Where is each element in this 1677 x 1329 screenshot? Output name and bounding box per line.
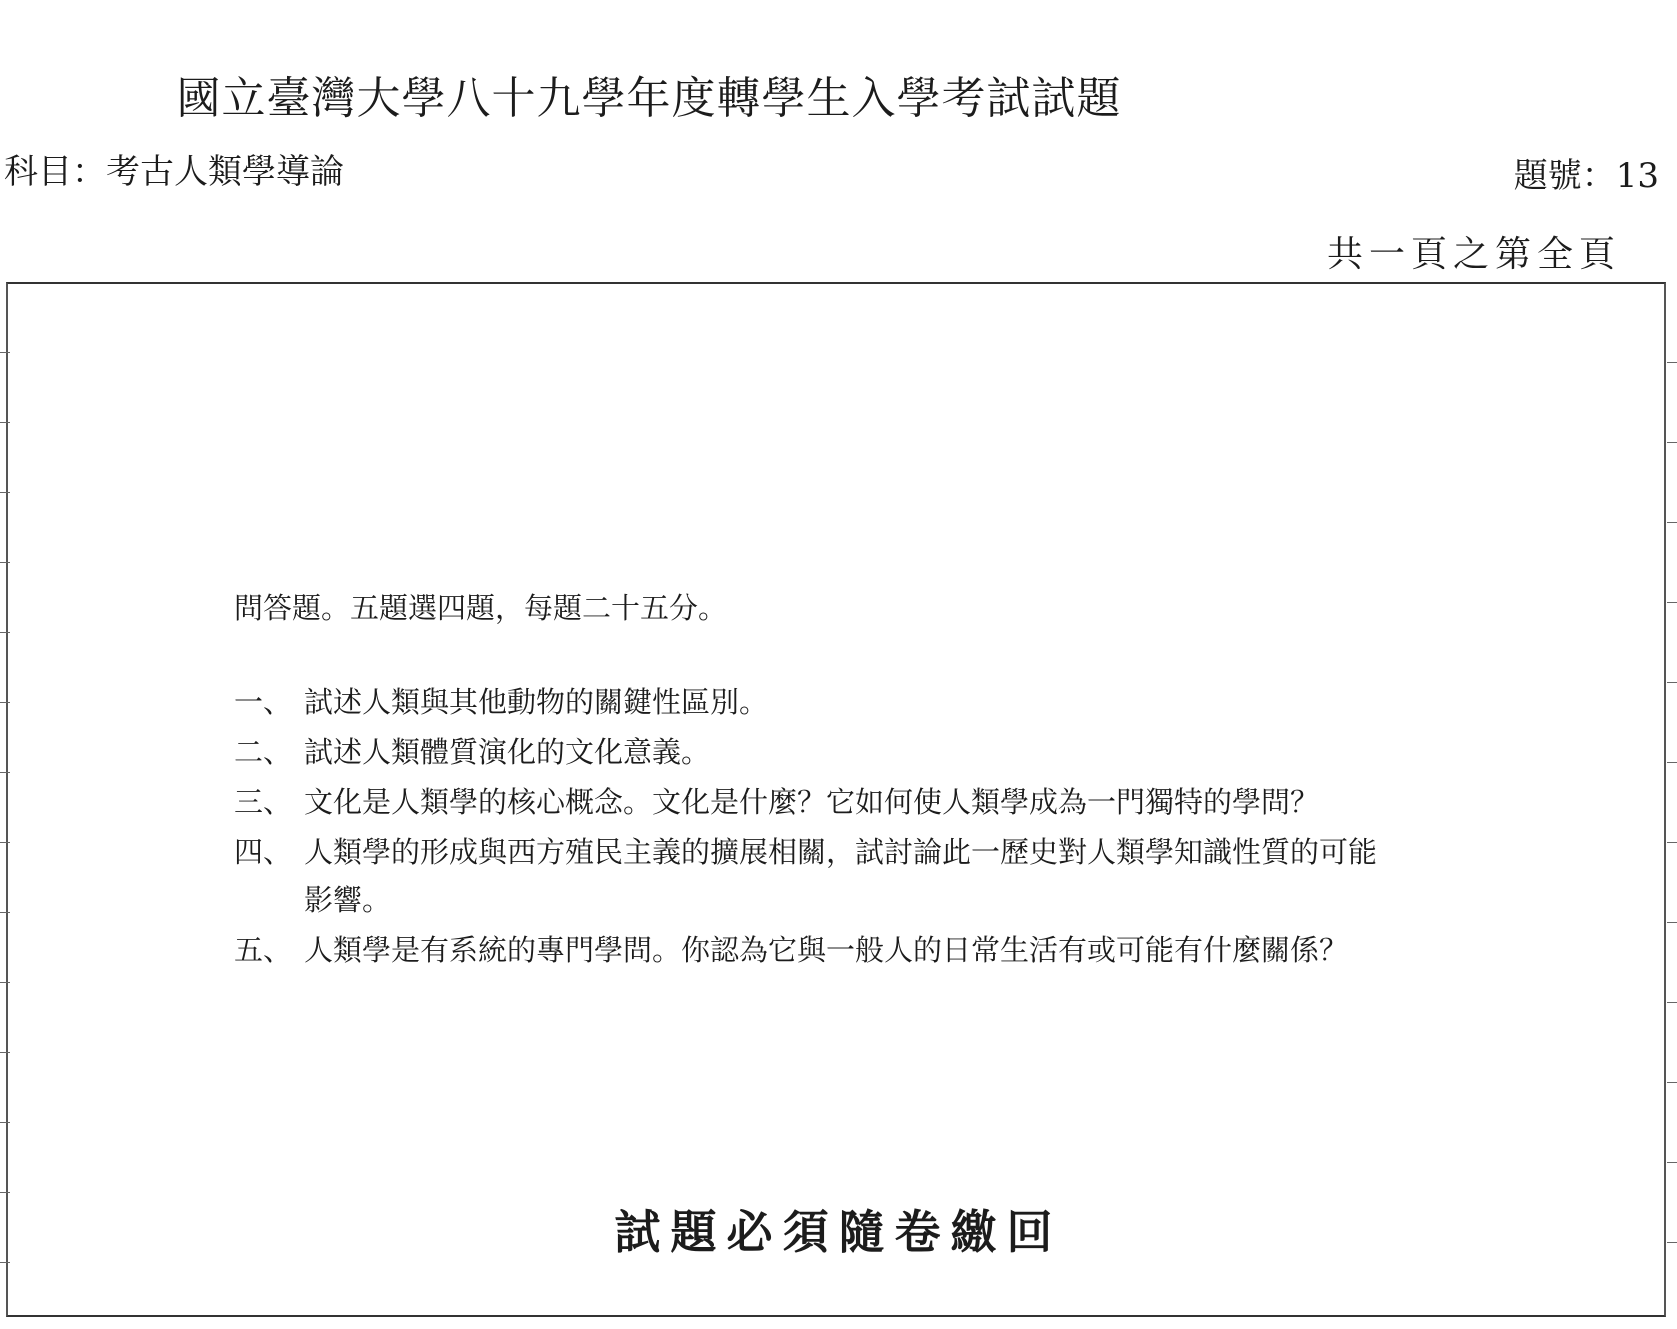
instructions: 問答題。五題選四題，每題二十五分。: [234, 591, 728, 625]
question-item: [234, 728, 1384, 776]
question-item: [234, 926, 1384, 974]
margin-tick: [0, 352, 10, 353]
margin-tick: [0, 912, 10, 913]
question-number-label: 題號：13: [1513, 156, 1659, 196]
margin-tick: [0, 1122, 10, 1123]
left-margin-ticks: [0, 282, 10, 1317]
margin-tick: [1667, 682, 1677, 683]
question-text: 人類學的形成與西方殖民主義的擴展相關，試討論此一歷史對人類學知識性質的可能影響。: [304, 835, 1378, 917]
margin-tick: [1667, 1002, 1677, 1003]
exam-title: 國立臺灣大學八十九學年度轉學生入學考試試題: [176, 73, 1122, 124]
margin-tick: [0, 562, 10, 563]
margin-tick: [0, 702, 10, 703]
margin-tick: [0, 1262, 10, 1263]
question-index: 五、: [234, 933, 293, 967]
question-text: 文化是人類學的核心概念。文化是什麼？它如何使人類學成為一門獨特的學問？: [304, 785, 1320, 819]
question-list: [234, 678, 1384, 974]
margin-tick: [0, 632, 10, 633]
margin-tick: [0, 1192, 10, 1193]
margin-tick: [0, 492, 10, 493]
question-index: 一、: [234, 685, 293, 719]
margin-tick: [0, 1052, 10, 1053]
subject-label: 科目：考古人類學導論: [4, 152, 344, 192]
question-item: [234, 828, 1384, 924]
margin-tick: [0, 842, 10, 843]
question-index: 二、: [234, 735, 293, 769]
question-text: 試述人類與其他動物的關鍵性區別。: [304, 685, 769, 719]
margin-tick: [1667, 442, 1677, 443]
margin-tick: [0, 982, 10, 983]
page-count-label: 共一頁之第全頁: [1326, 234, 1621, 275]
margin-tick: [1667, 762, 1677, 763]
return-notice: 試題必須隨卷繳回: [614, 1205, 1063, 1259]
margin-tick: [0, 422, 10, 423]
margin-tick: [0, 772, 10, 773]
margin-tick: [1667, 1162, 1677, 1163]
margin-tick: [1667, 362, 1677, 363]
question-index: 三、: [234, 785, 293, 819]
right-margin-ticks: [1667, 282, 1677, 1317]
margin-tick: [1667, 602, 1677, 603]
exam-content: [234, 584, 1384, 976]
margin-tick: [1667, 842, 1677, 843]
question-item: [234, 778, 1384, 826]
question-item: [234, 678, 1384, 726]
question-index: 四、: [234, 835, 293, 869]
margin-tick: [1667, 1082, 1677, 1083]
margin-tick: [1667, 922, 1677, 923]
question-text: 試述人類體質演化的文化意義。: [304, 735, 711, 769]
question-text: 人類學是有系統的專門學問。你認為它與一般人的日常生活有或可能有什麼關係？: [304, 933, 1349, 967]
margin-tick: [1667, 522, 1677, 523]
